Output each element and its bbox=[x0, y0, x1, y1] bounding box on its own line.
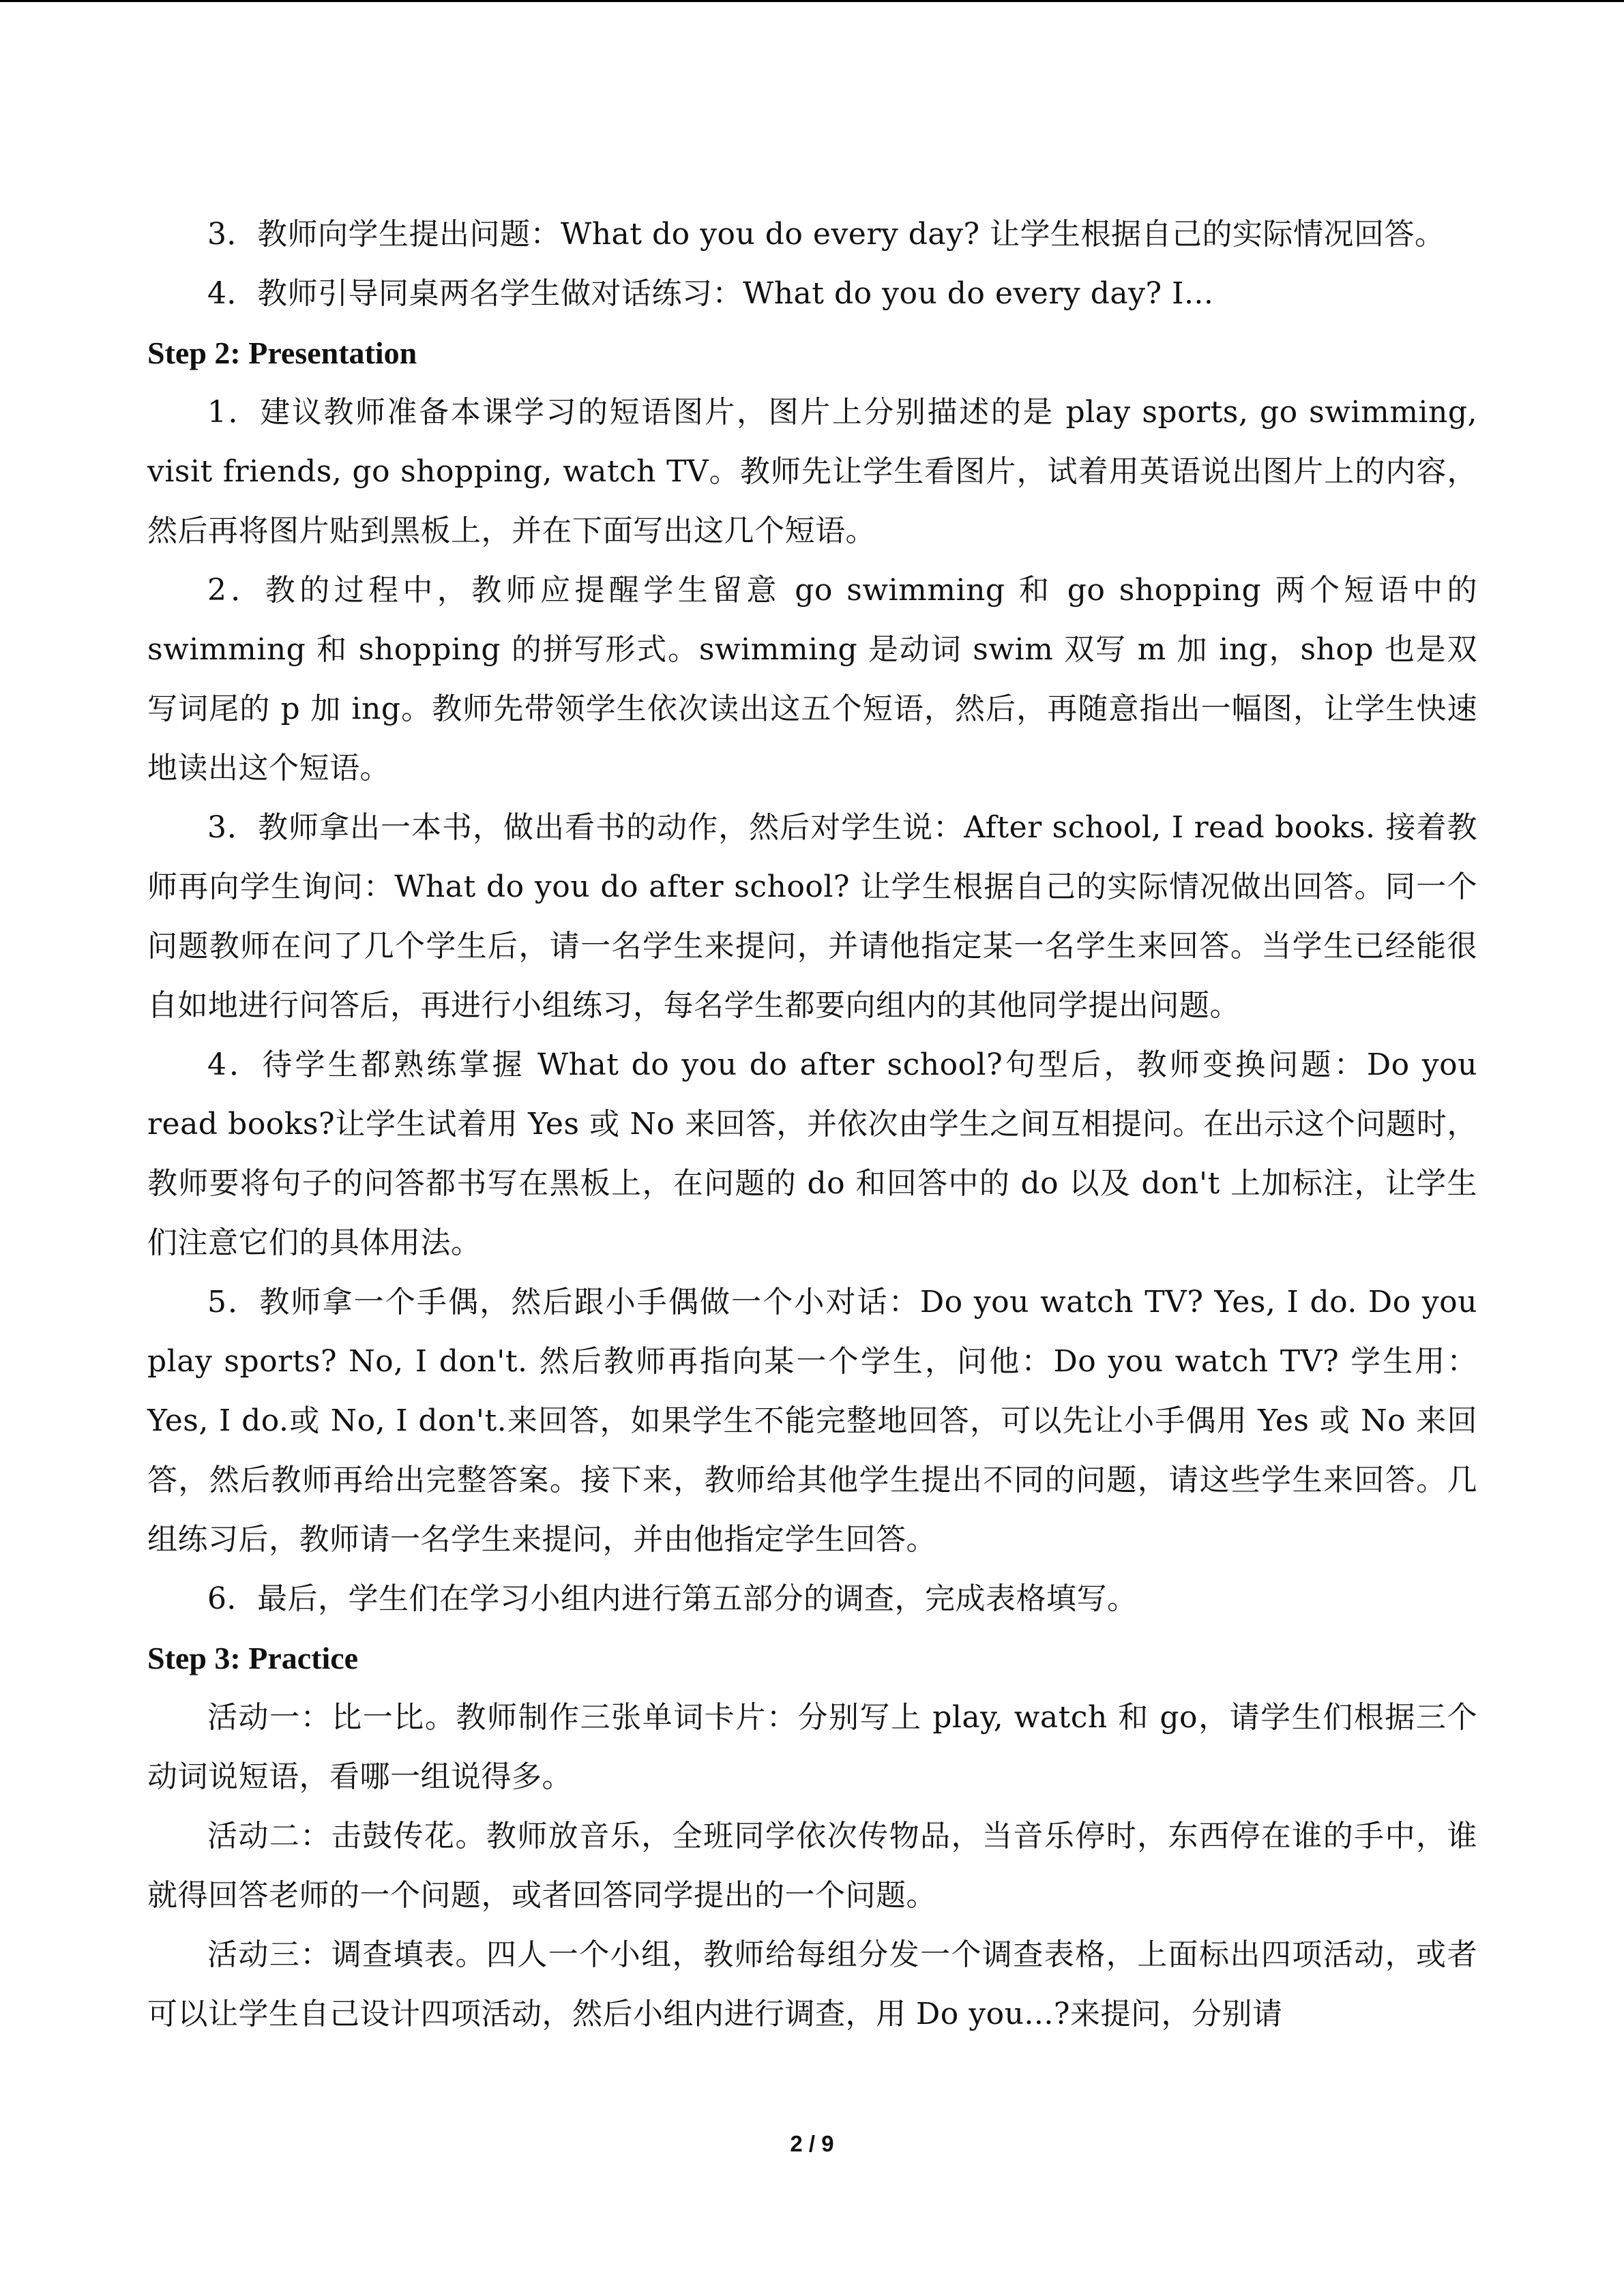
paragraph-do-you-read: 4．待学生都熟练掌握 What do you do after school?句型后，教师变换问题：Do you read books?让学生试着用 Yes 或 No 来回答，并依次由学生之间互相提问。在出示这个问题时，教师要将句子的问答都书写在黑板上，在问题的 do 和回答中的 do 以及 don't 上加标注，让学生们注意它们的具体用法。 bbox=[147, 1047, 1477, 1260]
paragraph-activity-2: 活动二：击鼓传花。教师放音乐，全班同学依次传物品，当音乐停时，东西停在谁的手中，谁就得回答老师的一个问题，或者回答同学提出的一个问题。 bbox=[147, 1819, 1477, 1913]
paragraph-pair-dialogue: 4．教师引导同桌两名学生做对话练习：What do you do every day? I... bbox=[207, 276, 1214, 311]
paragraph-spelling: 2．教的过程中，教师应提醒学生留意 go swimming 和 go shopping 两个短语中的 swimming 和 shopping 的拼写形式。swimming 是动词 swim 双写 m 加 ing，shop 也是双写词尾的 p 加 ing。教师先带领学生依次读出这五个短语，然后，再随意指出一幅图，让学生快速地读出这个短语。 bbox=[147, 573, 1477, 786]
paragraph-after-school: 3．教师拿出一本书，做出看书的动作，然后对学生说：After school, I read books. 接着教师再向学生询问：What do you do after school? 让学生根据自己的实际情况做出回答。同一个问题教师在问了几个学生后，请一名学生来提问，并请他指定某一名学生来回答。当学生已经能很自如地进行问答后，再进行小组练习，每名学生都要向组内的其他同学提出问题。 bbox=[147, 810, 1477, 1023]
heading-step-3: Step 3: Practice bbox=[147, 1641, 359, 1675]
paragraph-activity-3: 活动三：调查填表。四人一个小组，教师给每组分发一个调查表格，上面标出四项活动，或者可以让学生自己设计四项活动，然后小组内进行调查，用 Do you...?来提问，分别请 bbox=[147, 1937, 1477, 2031]
paragraph-survey: 6．最后，学生们在学习小组内进行第五部分的调查，完成表格填写。 bbox=[207, 1581, 1138, 1616]
heading-step-2: Step 2: Presentation bbox=[147, 336, 417, 370]
paragraph-question-every-day: 3．教师向学生提出问题：What do you do every day? 让学生根据自己的实际情况回答。 bbox=[207, 217, 1445, 252]
paragraph-activity-1: 活动一：比一比。教师制作三张单词卡片：分别写上 play, watch 和 go，请学生们根据三个动词说短语，看哪一组说得多。 bbox=[147, 1700, 1477, 1794]
page-top-border bbox=[0, 0, 1624, 2]
document-body bbox=[147, 205, 1477, 2044]
page-number: 2 / 9 bbox=[790, 2131, 834, 2156]
paragraph-hand-puppet: 5．教师拿一个手偶，然后跟小手偶做一个小对话：Do you watch TV? Yes, I do. Do you play sports? No, I don't. 然后教师再指向某一个学生，问他：Do you watch TV? 学生用：Yes, I do.或 No, I don't.来回答，如果学生不能完整地回答，可以先让小手偶用 Yes 或 No 来回答，然后教师再给出完整答案。接下来，教师给其他学生提出不同的问题，请这些学生来回答。几组练习后，教师请一名学生来提问，并由他指定学生回答。 bbox=[147, 1285, 1477, 1557]
paragraph-phrase-pictures: 1．建议教师准备本课学习的短语图片，图片上分别描述的是 play sports, go swimming, visit friends, go shopping, watch TV。教师先让学生看图片，试着用英语说出图片上的内容，然后再将图片贴到黑板上，并在下面写出这几个短语。 bbox=[147, 395, 1477, 548]
